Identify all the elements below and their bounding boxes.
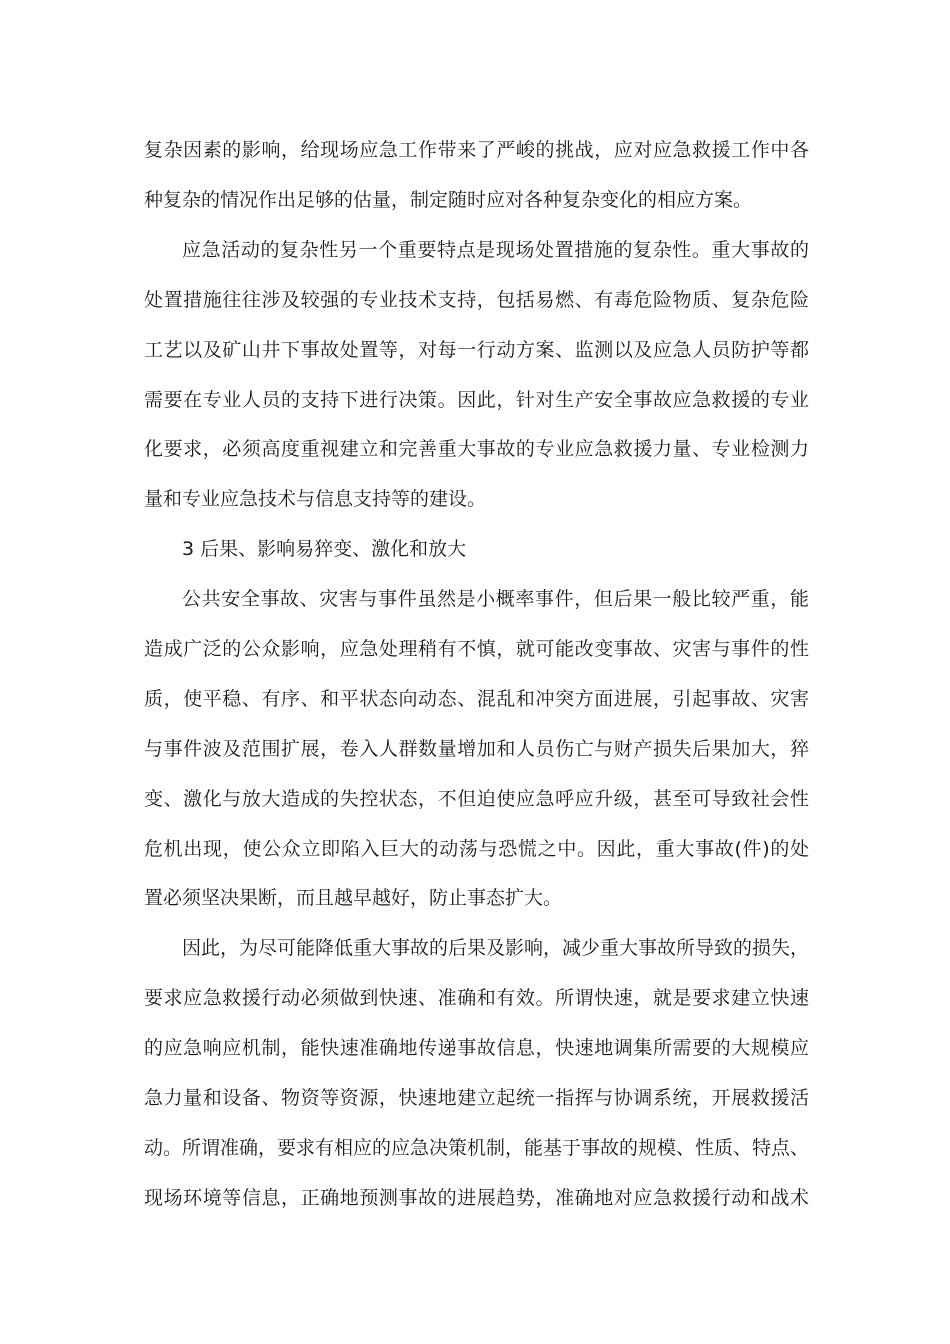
section-heading <box>0 534 950 564</box>
line-text: 应急活动的复杂性另一个重要特点是现场处置措施的复杂性。重大事故的 <box>182 239 809 261</box>
text-line <box>0 235 950 265</box>
text-line <box>0 684 950 714</box>
text-line <box>0 1183 950 1213</box>
line-text: 动。所谓准确，要求有相应的应急决策机制，能基于事故的规模、性质、特点、 <box>144 1137 809 1159</box>
line-text: 要求应急救援行动必须做到快速、准确和有效。所谓快速，就是要求建立快速 <box>144 987 809 1009</box>
line-text: 种复杂的情况作出足够的估量，制定随时应对各种复杂变化的相应方案。 <box>144 189 753 211</box>
text-line <box>0 784 950 814</box>
line-text: 质，使平稳、有序、和平状态向动态、混乱和冲突方面进展，引起事故、灾害 <box>144 688 809 710</box>
text-line <box>0 834 950 864</box>
text-line <box>0 734 950 764</box>
line-text: 化要求，必须高度重视建立和完善重大事故的专业应急救援力量、专业检测力 <box>144 438 809 460</box>
line-text: 因此，为尽可能降低重大事故的后果及影响，减少重大事故所导致的损失， <box>182 937 809 959</box>
line-text: 现场环境等信息，正确地预测事故的进展趋势，准确地对应急救援行动和战术 <box>144 1187 809 1209</box>
line-text: 公共安全事故、灾害与事件虽然是小概率事件，但后果一般比较严重，能 <box>182 588 809 610</box>
text-line <box>0 285 950 315</box>
text-line <box>0 135 950 165</box>
text-line <box>0 883 950 913</box>
text-line <box>0 1133 950 1163</box>
text-line <box>0 335 950 365</box>
line-text: 需要在专业人员的支持下进行决策。因此，针对生产安全事故应急救援的专业 <box>144 389 809 411</box>
line-text: 复杂因素的影响，给现场应急工作带来了严峻的挑战，应对应急救援工作中各 <box>144 139 809 161</box>
text-line <box>0 1083 950 1113</box>
text-line <box>0 584 950 614</box>
line-text: 处置措施往往涉及较强的专业技术支持，包括易燃、有毒危险物质、复杂危险 <box>144 289 809 311</box>
text-line <box>0 1033 950 1063</box>
text-line <box>0 983 950 1013</box>
line-text: 急力量和设备、物资等资源，快速地建立起统一指挥与协调系统，开展救援活 <box>144 1087 809 1109</box>
text-line <box>0 484 950 514</box>
line-text: 量和专业应急技术与信息支持等的建设。 <box>144 488 487 510</box>
text-line <box>0 933 950 963</box>
text-line <box>0 434 950 464</box>
line-text: 工艺以及矿山井下事故处置等，对每一行动方案、监测以及应急人员防护等都 <box>144 339 809 361</box>
line-text: 置必须坚决果断，而且越早越好，防止事态扩大。 <box>144 887 563 909</box>
text-line <box>0 185 950 215</box>
text-line <box>0 634 950 664</box>
line-text: 的应急响应机制，能快速准确地传递事故信息，快速地调集所需要的大规模应 <box>144 1037 809 1059</box>
text-line <box>0 385 950 415</box>
line-text: 变、激化与放大造成的失控状态，不但迫使应急呼应升级，甚至可导致社会性 <box>144 788 809 810</box>
line-text: 与事件波及范围扩展，卷入人群数量增加和人员伤亡与财产损失后果加大，猝 <box>144 738 809 760</box>
line-text: 危机出现，使公众立即陷入巨大的动荡与恐慌之中。因此，重大事故(件)的处 <box>144 838 809 860</box>
section-heading-text: 3 后果、影响易猝变、激化和放大 <box>182 538 467 560</box>
line-text: 造成广泛的公众影响，应急处理稍有不慎，就可能改变事故、灾害与事件的性 <box>144 638 809 660</box>
